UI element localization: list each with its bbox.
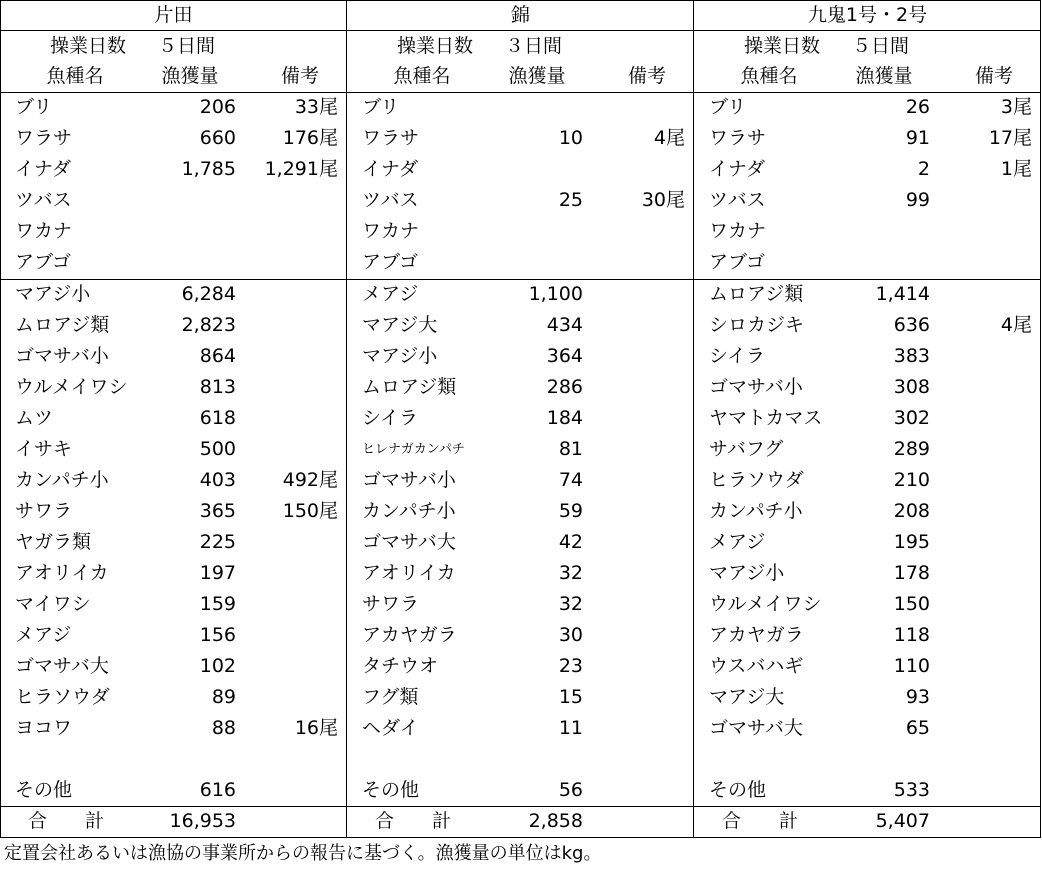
catch-amount: 364 <box>546 345 583 367</box>
species-name: ムロアジ類 <box>362 376 457 398</box>
catch-amount: 636 <box>893 314 930 336</box>
catch-amount: 59 <box>558 500 583 522</box>
remarks-value: 16尾 <box>294 717 338 739</box>
other-label: その他 <box>709 779 767 801</box>
species-name: ヒラソウダ <box>709 469 804 491</box>
other-catch: 616 <box>199 779 236 801</box>
species-name: カンパチ小 <box>362 500 456 522</box>
species-name: ブリ <box>362 96 400 118</box>
column-header-remarks: 備考 <box>974 65 1013 87</box>
catch-amount: 210 <box>893 469 930 491</box>
catch-amount: 156 <box>199 624 236 646</box>
catch-amount: 864 <box>199 345 236 367</box>
species-name: アオリイカ <box>362 562 456 584</box>
catch-amount: 118 <box>893 624 930 646</box>
catch-amount: 302 <box>893 407 930 429</box>
species-name: ムロアジ類 <box>709 283 804 305</box>
total-catch: 2,858 <box>528 810 583 832</box>
remarks-value: 1,291尾 <box>264 158 338 180</box>
catch-amount: 81 <box>558 438 583 460</box>
species-name: メアジ <box>709 531 766 553</box>
catch-amount: 150 <box>893 593 930 615</box>
total-catch: 16,953 <box>169 810 236 832</box>
remarks-value: 176尾 <box>282 127 338 149</box>
catch-amount: 91 <box>905 127 930 149</box>
column-header-remarks: 備考 <box>280 65 319 87</box>
species-name: ウルメイワシ <box>15 376 128 398</box>
catch-amount: 308 <box>893 376 930 398</box>
species-name: ムロアジ類 <box>15 314 110 336</box>
species-name: ワラサ <box>15 127 73 149</box>
species-name: ヤガラ類 <box>15 531 92 553</box>
species-name: ツバス <box>15 189 72 211</box>
species-name: ゴマサバ小 <box>709 376 803 398</box>
column-header-remarks: 備考 <box>627 65 666 87</box>
species-name: アカヤガラ <box>709 624 804 646</box>
catch-amount: 365 <box>199 500 236 522</box>
column-divider <box>346 0 347 837</box>
remarks-value: 17尾 <box>988 127 1032 149</box>
operating-days-value: ５日間 <box>158 35 216 57</box>
catch-amount: 74 <box>558 469 583 491</box>
catch-amount: 110 <box>893 655 930 677</box>
catch-amount: 208 <box>893 500 930 522</box>
catch-amount: 11 <box>558 717 583 739</box>
catch-amount: 660 <box>199 127 236 149</box>
species-name: ヘダイ <box>362 717 419 739</box>
species-name: ツバス <box>709 189 766 211</box>
catch-amount: 1,785 <box>181 158 236 180</box>
operating-days-value: ５日間 <box>852 35 910 57</box>
species-name: ゴマサバ大 <box>709 717 803 739</box>
species-name: ワカナ <box>709 220 767 242</box>
species-name: シロカジキ <box>709 314 805 336</box>
species-name: ヤマトカマス <box>709 407 823 429</box>
species-name: ゴマサバ小 <box>15 345 109 367</box>
species-name: メアジ <box>15 624 72 646</box>
catch-amount: 178 <box>893 562 930 584</box>
location-header: 九鬼1号・2号 <box>807 4 928 26</box>
species-name: ゴマサバ大 <box>362 531 456 553</box>
species-name: ブリ <box>15 96 53 118</box>
column-divider <box>0 0 1 837</box>
column-header-species: 魚種名 <box>740 65 798 87</box>
species-name: フグ類 <box>362 686 419 708</box>
catch-amount: 32 <box>558 593 583 615</box>
species-name: ツバス <box>362 189 419 211</box>
catch-amount: 383 <box>893 345 930 367</box>
species-name: マアジ小 <box>709 562 785 584</box>
column-header-catch: 漁獲量 <box>161 65 219 87</box>
operating-days-label: 操業日数 <box>397 35 474 57</box>
other-label: その他 <box>362 779 420 801</box>
catch-amount: 159 <box>199 593 236 615</box>
species-name: ブリ <box>709 96 747 118</box>
catch-amount: 2 <box>917 158 930 180</box>
catch-amount: 225 <box>199 531 236 553</box>
catch-amount: 195 <box>893 531 930 553</box>
catch-amount: 102 <box>199 655 236 677</box>
catch-amount: 197 <box>199 562 236 584</box>
catch-amount: 99 <box>905 189 930 211</box>
operating-days-label: 操業日数 <box>50 35 127 57</box>
catch-amount: 286 <box>546 376 583 398</box>
remarks-value: 1尾 <box>1000 158 1032 180</box>
column-header-catch: 漁獲量 <box>508 65 566 87</box>
catch-amount: 1,414 <box>875 283 930 305</box>
column-header-catch: 漁獲量 <box>855 65 913 87</box>
species-name: ワラサ <box>362 127 420 149</box>
remarks-value: 33尾 <box>294 96 338 118</box>
species-name: アブゴ <box>15 251 72 273</box>
location-header: 片田 <box>154 4 193 26</box>
species-name: シイラ <box>709 345 766 367</box>
catch-amount: 6,284 <box>181 283 236 305</box>
other-catch: 56 <box>558 779 583 801</box>
operating-days-label: 操業日数 <box>744 35 821 57</box>
remarks-value: 3尾 <box>1000 96 1032 118</box>
species-name: イナダ <box>709 158 766 180</box>
catch-amount: 42 <box>558 531 583 553</box>
column-header-species: 魚種名 <box>46 65 104 87</box>
species-name: アブゴ <box>709 251 766 273</box>
species-name: ウルメイワシ <box>709 593 822 615</box>
total-label: 合 計 <box>722 810 799 832</box>
species-name: マアジ大 <box>709 686 785 708</box>
species-name: サワラ <box>15 500 73 522</box>
catch-amount: 618 <box>199 407 236 429</box>
species-name: アブゴ <box>362 251 419 273</box>
catch-amount: 500 <box>199 438 236 460</box>
catch-amount: 2,823 <box>181 314 236 336</box>
species-name: ヨコワ <box>15 717 73 739</box>
species-name: アカヤガラ <box>362 624 457 646</box>
remarks-value: 150尾 <box>282 500 338 522</box>
species-name: イナダ <box>362 158 419 180</box>
species-name: マイワシ <box>15 593 91 615</box>
catch-amount: 32 <box>558 562 583 584</box>
total-catch: 5,407 <box>875 810 930 832</box>
catch-amount: 88 <box>211 717 236 739</box>
location-header: 錦 <box>510 4 530 26</box>
total-label: 合 計 <box>28 810 105 832</box>
catch-amount: 1,100 <box>528 283 583 305</box>
species-name: サバフグ <box>709 438 784 460</box>
column-header-species: 魚種名 <box>393 65 451 87</box>
column-divider <box>1040 0 1041 837</box>
operating-days-value: ３日間 <box>505 35 563 57</box>
catch-amount: 206 <box>199 96 236 118</box>
remarks-value: 4尾 <box>1000 314 1032 336</box>
catch-amount: 93 <box>905 686 930 708</box>
catch-amount: 23 <box>558 655 583 677</box>
species-name: シイラ <box>362 407 419 429</box>
catch-amount: 289 <box>893 438 930 460</box>
species-name: カンパチ小 <box>15 469 109 491</box>
catch-amount: 65 <box>905 717 930 739</box>
catch-amount: 89 <box>211 686 236 708</box>
species-name: イナダ <box>15 158 72 180</box>
species-name: マアジ小 <box>362 345 438 367</box>
species-name: サワラ <box>362 593 420 615</box>
species-name: メアジ <box>362 283 419 305</box>
other-catch: 533 <box>893 779 930 801</box>
remarks-value: 30尾 <box>641 189 685 211</box>
species-name: アオリイカ <box>15 562 109 584</box>
catch-amount: 403 <box>199 469 236 491</box>
catch-amount: 26 <box>905 96 930 118</box>
total-label: 合 計 <box>375 810 452 832</box>
catch-amount: 10 <box>558 127 583 149</box>
species-name: ゴマサバ小 <box>362 469 456 491</box>
catch-amount: 30 <box>558 624 583 646</box>
species-name: ワカナ <box>15 220 73 242</box>
species-name: マアジ小 <box>15 283 91 305</box>
species-name: ワカナ <box>362 220 420 242</box>
catch-amount: 25 <box>558 189 583 211</box>
species-name: ウスバハギ <box>709 655 804 677</box>
species-name: ヒラソウダ <box>15 686 110 708</box>
species-name: ワラサ <box>709 127 767 149</box>
column-divider <box>693 0 694 837</box>
catch-amount: 434 <box>546 314 583 336</box>
remarks-value: 4尾 <box>653 127 685 149</box>
catch-amount: 184 <box>546 407 583 429</box>
other-label: その他 <box>15 779 73 801</box>
species-name: マアジ大 <box>362 314 438 336</box>
species-name: ヒレナガカンパチ <box>362 442 465 457</box>
footnote: 定置会社あるいは漁協の事業所からの報告に基づく。漁獲量の単位はkg。 <box>4 843 602 864</box>
catch-amount: 813 <box>199 376 236 398</box>
species-name: カンパチ小 <box>709 500 803 522</box>
species-name: ムツ <box>15 407 54 429</box>
remarks-value: 492尾 <box>282 469 338 491</box>
species-name: タチウオ <box>362 655 439 677</box>
species-name: ゴマサバ大 <box>15 655 109 677</box>
catch-amount: 15 <box>558 686 583 708</box>
species-name: イサキ <box>15 438 73 460</box>
